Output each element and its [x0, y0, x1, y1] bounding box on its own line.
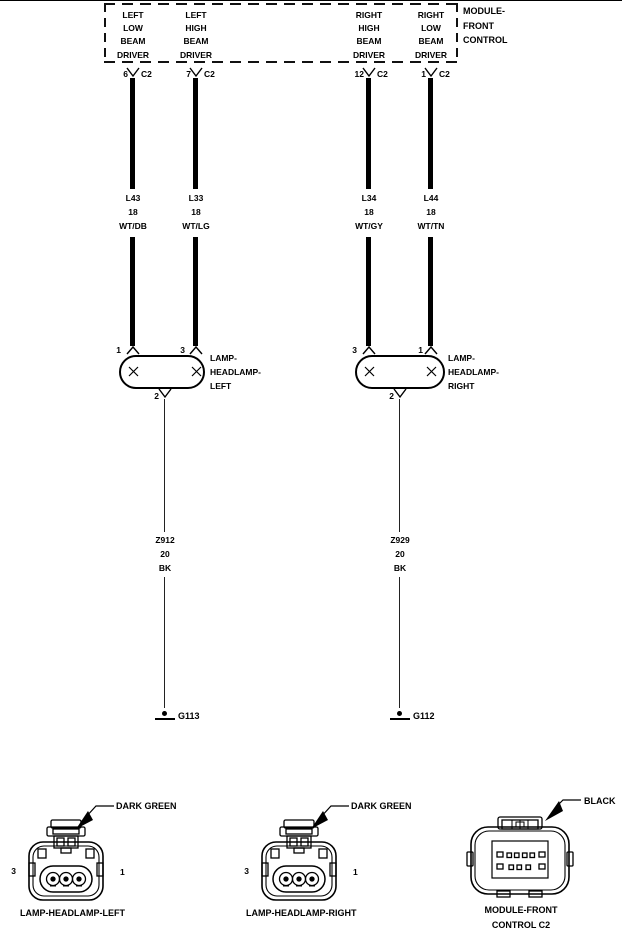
label-line: LAMP-	[210, 353, 237, 363]
connector-color-label: BLACK	[584, 796, 616, 806]
wire-color: BK	[393, 563, 407, 573]
bulb-x-icon	[425, 365, 438, 378]
connector-label: C2	[204, 69, 215, 79]
terminal-icon	[362, 346, 376, 355]
label-line: HEADLAMP-	[210, 367, 261, 377]
wire-gauge: 18	[191, 207, 201, 217]
pin-number: 7	[186, 69, 191, 79]
output-line: BEAM	[120, 36, 146, 47]
connector-label: C2	[439, 69, 450, 79]
wire-gauge: 18	[128, 207, 138, 217]
pin-number: 12	[354, 69, 364, 79]
bulb-x-icon	[127, 365, 140, 378]
module-name-line: MODULE-	[463, 6, 505, 16]
bulb-x-icon	[363, 365, 376, 378]
connector-pin-number: 3	[244, 866, 249, 876]
connector-color-label: DARK GREEN	[351, 801, 412, 811]
wire-l33	[193, 78, 198, 189]
connector-pin-number: 1	[120, 867, 125, 877]
output-line: HIGH	[358, 23, 380, 34]
circuit-number: L33	[188, 193, 204, 203]
ground-label: G113	[178, 711, 200, 721]
output-line: DRIVER	[414, 49, 448, 60]
connector-pin-number: 3	[11, 866, 16, 876]
wire-z912	[164, 577, 165, 708]
lamp-headlamp-left-connector-drawing	[26, 818, 106, 902]
output-line: LOW	[421, 23, 441, 34]
output-line: DRIVER	[179, 49, 213, 60]
circuit-number: Z929	[390, 535, 410, 545]
wire-gauge: 20	[395, 549, 405, 559]
label-line: HEADLAMP-	[448, 367, 499, 377]
lamp-pin-number: 2	[389, 391, 394, 401]
module-output-left-high	[156, 9, 236, 62]
lamp-headlamp-right-connector-drawing	[259, 818, 339, 902]
wire-z929	[399, 399, 400, 532]
output-line: LEFT	[185, 10, 207, 20]
section-divider	[0, 0, 622, 1]
circuit-number: L43	[125, 193, 141, 203]
terminal-icon	[362, 68, 376, 77]
ground-label: G112	[413, 711, 435, 721]
wire-l43	[130, 237, 135, 346]
ground-dot-icon	[162, 711, 167, 716]
wire-z912	[164, 399, 165, 532]
bulb-x-icon	[190, 365, 203, 378]
terminal-icon	[189, 346, 203, 355]
output-line: HIGH	[185, 23, 207, 34]
wire-z929	[399, 577, 400, 708]
terminal-icon	[158, 389, 172, 398]
output-line: BEAM	[356, 36, 382, 47]
terminal-icon	[393, 389, 407, 398]
lamp-pin-number: 1	[418, 345, 423, 355]
wire-color: WT/GY	[355, 221, 383, 231]
legend-connector-name: LAMP-HEADLAMP-LEFT	[20, 908, 125, 918]
output-line: DRIVER	[352, 49, 386, 60]
terminal-icon	[424, 346, 438, 355]
wire-label-l33	[156, 191, 236, 233]
connector-label: C2	[377, 69, 388, 79]
label-line: RIGHT	[448, 381, 475, 391]
wire-l33	[193, 237, 198, 346]
wire-l34	[366, 78, 371, 189]
wire-color: WT/LG	[182, 221, 210, 231]
connector-pin-number: 1	[353, 867, 358, 877]
connector-label: C2	[141, 69, 152, 79]
module-front-control-connector-drawing	[467, 816, 573, 898]
output-line: BEAM	[418, 36, 444, 47]
wire-gauge: 20	[160, 549, 170, 559]
lamp-pin-number: 3	[352, 345, 357, 355]
wire-label-z912	[125, 533, 205, 575]
lamp-pin-number: 3	[180, 345, 185, 355]
lamp-pin-number: 2	[154, 391, 159, 401]
output-line: LOW	[123, 23, 143, 34]
output-line: BEAM	[183, 36, 209, 47]
label-line: MODULE-FRONT	[484, 905, 558, 915]
legend-connector-name	[461, 903, 581, 933]
wire-gauge: 18	[426, 207, 436, 217]
wire-color: BK	[158, 563, 172, 573]
wire-gauge: 18	[364, 207, 374, 217]
wire-label-l44	[391, 191, 471, 233]
lamp-pin-number: 1	[116, 345, 121, 355]
pin-number: 1	[421, 69, 426, 79]
ground-bar-icon	[390, 718, 410, 720]
wire-label-z929	[360, 533, 440, 575]
terminal-icon	[189, 68, 203, 77]
wire-l44	[428, 237, 433, 346]
wire-color: WT/TN	[417, 221, 445, 231]
output-line: RIGHT	[355, 10, 383, 20]
terminal-icon	[424, 68, 438, 77]
circuit-number: Z912	[155, 535, 175, 545]
label-line: LEFT	[210, 381, 232, 391]
output-line: DRIVER	[116, 49, 150, 60]
output-line: LEFT	[122, 10, 144, 20]
wire-l34	[366, 237, 371, 346]
label-line: CONTROL C2	[491, 920, 551, 930]
connector-color-label: DARK GREEN	[116, 801, 177, 811]
wire-color: WT/DB	[119, 221, 147, 231]
module-name-line: CONTROL	[463, 35, 508, 45]
output-line: RIGHT	[417, 10, 445, 20]
module-output-right-low	[391, 9, 471, 62]
lamp-left-label	[210, 351, 261, 393]
label-line: LAMP-	[448, 353, 475, 363]
pin-number: 6	[123, 69, 128, 79]
circuit-number: L34	[361, 193, 377, 203]
terminal-icon	[126, 346, 140, 355]
ground-dot-icon	[397, 711, 402, 716]
module-name-line: FRONT	[463, 20, 494, 31]
module-box-border-top	[104, 3, 458, 5]
legend-connector-name: LAMP-HEADLAMP-RIGHT	[246, 908, 357, 918]
ground-bar-icon	[155, 718, 175, 720]
wire-l43	[130, 78, 135, 189]
wire-l44	[428, 78, 433, 189]
lamp-right-label	[448, 351, 499, 393]
terminal-icon	[126, 68, 140, 77]
circuit-number: L44	[423, 193, 439, 203]
